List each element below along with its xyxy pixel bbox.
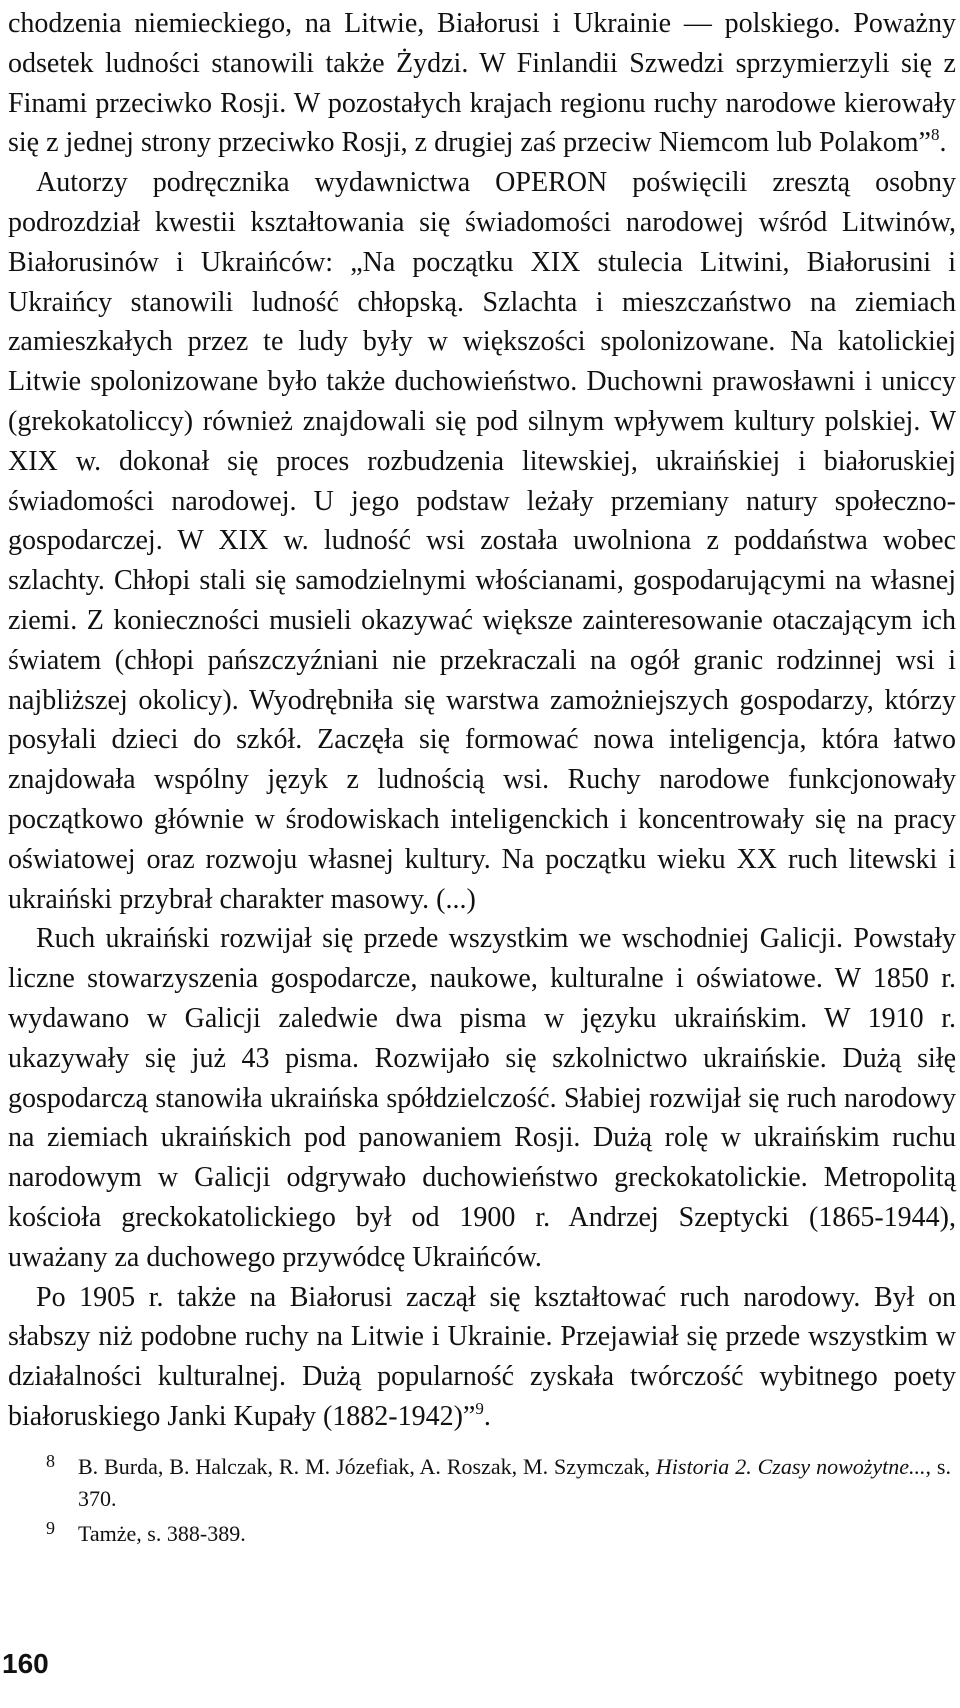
footnote-8	[46, 1451, 951, 1515]
footnote-9	[46, 1518, 951, 1550]
footnote-8-number: 8	[46, 1451, 55, 1471]
body-text	[8, 4, 956, 1437]
paragraph-4-end: .	[483, 1400, 491, 1432]
footnote-8-pages: , s. 370.	[78, 1454, 951, 1511]
paragraph-2-text: Autorzy podręcznika wydawnictwa OPERON poświęcili zresztą osobny podrozdział kwestii kształtowania się świadomości narodowej wśród Litwinów, Białorusinów i Ukraińców: „Na początku XIX stulecia Litwini, Białorusini i Ukraińcy stanowili ludność chłopską. Szlachta i mieszczaństwo na ziemiach zamieszkałych przez te ludy były w większości spolonizowane. Na katolickiej Litwie spolonizowane było także duchowieństwo. Duchowni prawosławni i uniccy (grekokatoliccy) również znajdowali się pod silnym wpływem kultury polskiej. W XIX w. dokonał się proces rozbudzenia litewskiej, ukraińskiej i białoruskiej świadomości narodowej. U jego podstaw leżały przemiany natury społeczno-gospodarczej. W XIX w. ludność wsi została uwolniona z poddaństwa wobec szlachty. Chłopi stali się samodzielnymi włościanami, gospodarującymi na własnej ziemi. Z konieczności musieli okazywać większe zainteresowanie otaczającym ich światem (chłopi pańszczyźniani nie przekraczali na ogół granic rodzinnej wsi i najbliższej okolicy). Wyodrębniła się warstwa zamożniejszych gospodarzy, którzy posyłali dzieci do szkół. Zaczęła się formować nowa inteligencja, która łatwo znajdowała wspólny język z ludnością wsi. Ruchy narodowe funkcjonowały początkowo głównie w środowiskach inteligenckich i koncentrowały się na pracy oświatowej oraz rozwoju własnej kultury. Na początku wieku XX ruch litewski i ukraiński przybrał charakter masowy. (...)	[8, 167, 956, 915]
footnote-ref-9: 9	[475, 1398, 484, 1418]
footnotes	[46, 1451, 951, 1553]
paragraph-2	[8, 163, 956, 919]
footnote-8-title: Historia 2. Czasy nowożytne...	[655, 1454, 926, 1479]
paragraph-1	[8, 4, 956, 163]
footnote-ref-8: 8	[930, 125, 940, 145]
paragraph-4	[8, 1278, 956, 1437]
page-number: 160	[2, 1648, 49, 1679]
footnote-9-text: Tamże, s. 388-389.	[78, 1521, 246, 1546]
paragraph-4-text: Po 1905 r. także na Białorusi zaczął się kształtować ruch narodowy. Był on słabszy niż podobne ruchy na Litwie i Ukrainie. Przejawiał się przede wszystkim w działalności kulturalnej. Dużą popularność zyskała twórczość wybitnego poety białoruskiego Janki Kupały (1882-1942)”	[8, 1281, 956, 1432]
footnote-8-authors: B. Burda, B. Halczak, R. M. Józefiak, A. Roszak, M. Szymczak,	[78, 1454, 656, 1479]
footnote-9-number: 9	[46, 1518, 55, 1538]
paragraph-1-text: chodzenia niemieckiego, na Litwie, Białorusi i Ukrainie — polskiego. Poważny odsetek ludności stanowili także Żydzi. W Finlandii Szwedzi sprzymierzyli się z Finami przeciwko Rosji. W pozostałych krajach regionu ruchy narodowe kierowały się z jednej strony przeciwko Rosji, z drugiej zaś przeciw Niemcom lub Polakom”	[8, 8, 956, 159]
paragraph-3-text: Ruch ukraiński rozwijał się przede wszystkim we wschodniej Galicji. Powstały liczne stowarzyszenia gospodarcze, naukowe, kulturalne i oświatowe. W 1850 r. wydawano w Galicji zaledwie dwa pisma w języku ukraińskim. W 1910 r. ukazywały się już 43 pisma. Rozwijało się szkolnictwo ukraińskie. Dużą siłę gospodarczą stanowiła ukraińska spółdzielczość. Słabiej rozwijał się ruch narodowy na ziemiach ukraińskich pod panowaniem Rosji. Dużą rolę w ukraińskim ruchu narodowym w Galicji odgrywało duchowieństwo greckokatolickie. Metropolitą kościoła greckokatolickiego był od 1900 r. Andrzej Szeptycki (1865-1944), uważany za duchowego przywódcę Ukraińców.	[8, 923, 956, 1273]
paragraph-1-end: .	[939, 127, 947, 159]
paragraph-3	[8, 919, 956, 1277]
